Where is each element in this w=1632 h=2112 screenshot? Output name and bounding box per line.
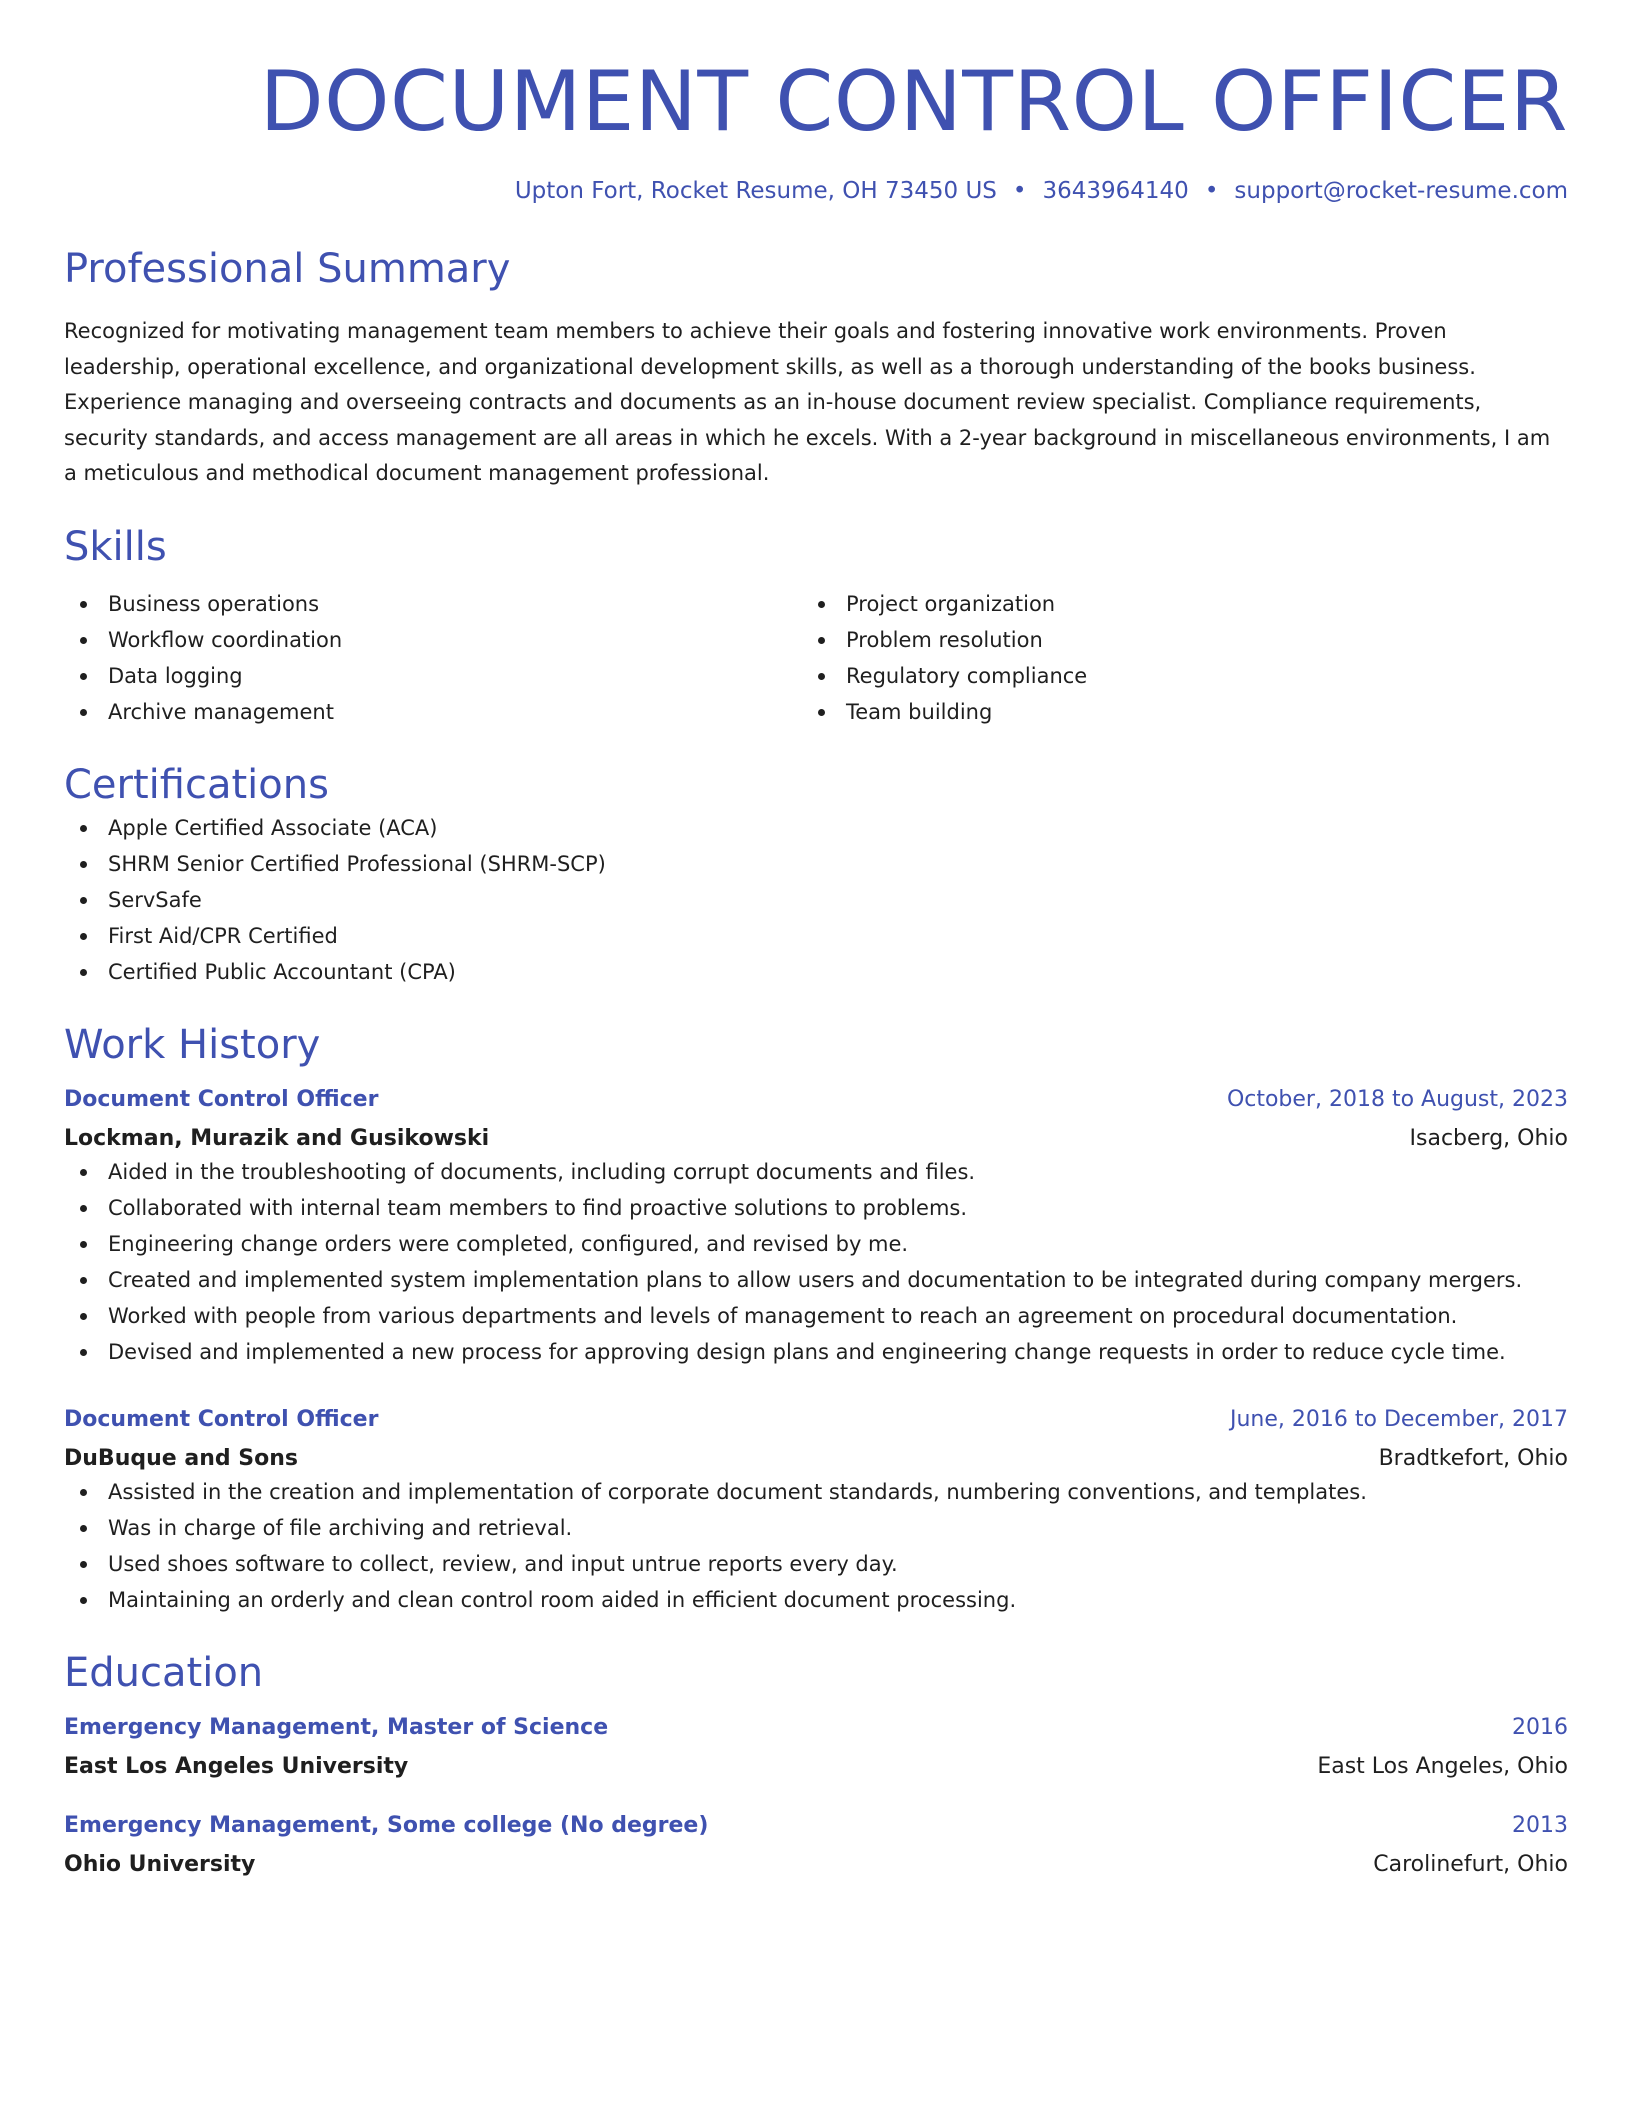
section-title-certifications: Certifications bbox=[64, 761, 329, 808]
skill-item: Team building bbox=[802, 694, 1540, 730]
job-duties-list bbox=[64, 1154, 1568, 1370]
skill-item: Problem resolution bbox=[802, 622, 1540, 658]
contact-separator: • bbox=[1012, 178, 1027, 204]
education-location: East Los Angeles, Ohio bbox=[1317, 1753, 1568, 1779]
skill-item: Business operations bbox=[64, 586, 802, 622]
job-header-row bbox=[64, 1404, 1568, 1436]
education-year: 2016 bbox=[1512, 1714, 1568, 1740]
skill-item: Project organization bbox=[802, 586, 1540, 622]
skill-item: Data logging bbox=[64, 658, 802, 694]
candidate-title: DOCUMENT CONTROL OFFICER bbox=[259, 53, 1568, 150]
job-role: Document Control Officer bbox=[64, 1086, 379, 1112]
job-company-row bbox=[64, 1444, 1568, 1474]
education-entry bbox=[64, 1810, 1568, 1880]
job-duty: Worked with people from various departments and levels of management to reach an agreement on procedural documentation. bbox=[64, 1298, 1568, 1334]
summary-text: Recognized for motivating management team members to achieve their goals and fostering innovative work environments. Proven leadership, operational excellence, and organizational development skills, as well as a thorough understanding of the books business. Experience managing and overseeing contracts and documents as an in-house document review specialist. Compliance requirements, security standards, and access management are all areas in which he excels. With a 2-year background in miscellaneous environments, I am a meticulous and methodical document management professional. bbox=[64, 319, 1551, 486]
education-year: 2013 bbox=[1512, 1812, 1568, 1838]
education-school-row bbox=[64, 1752, 1568, 1782]
education-school: East Los Angeles University bbox=[64, 1753, 409, 1779]
certification-item: Apple Certified Associate (ACA) bbox=[64, 810, 1568, 846]
education-location: Carolinefurt, Ohio bbox=[1373, 1851, 1568, 1877]
resume-header bbox=[64, 52, 1568, 206]
job-duty: Used shoes software to collect, review, and input untrue reports every day. bbox=[64, 1546, 1568, 1582]
job-company: DuBuque and Sons bbox=[64, 1445, 298, 1471]
job-entry bbox=[64, 1404, 1568, 1618]
section-title-summary: Professional Summary bbox=[64, 246, 511, 292]
certification-item: First Aid/CPR Certified bbox=[64, 918, 1568, 954]
skill-item: Workflow coordination bbox=[64, 622, 802, 658]
section-title-work-history: Work History bbox=[64, 1021, 321, 1068]
skills-list-right bbox=[802, 586, 1540, 730]
job-duty: Collaborated with internal team members to find proactive solutions to problems. bbox=[64, 1190, 1568, 1226]
job-dates: June, 2016 to December, 2017 bbox=[1229, 1406, 1568, 1432]
job-duty: Assisted in the creation and implementation of corporate document standards, numbering conventions, and templates. bbox=[64, 1474, 1568, 1510]
job-header-row bbox=[64, 1084, 1568, 1116]
contact-address: Upton Fort, Rocket Resume, OH 73450 US bbox=[514, 178, 997, 204]
certification-item: SHRM Senior Certified Professional (SHRM-SCP) bbox=[64, 846, 1568, 882]
education-header-row bbox=[64, 1810, 1568, 1842]
education-degree: Emergency Management, Master of Science bbox=[64, 1714, 609, 1740]
education-school: Ohio University bbox=[64, 1851, 256, 1877]
skill-item: Regulatory compliance bbox=[802, 658, 1540, 694]
skill-item: Archive management bbox=[64, 694, 802, 730]
education-school-row bbox=[64, 1850, 1568, 1880]
certifications-list bbox=[64, 810, 1568, 990]
job-duty: Maintaining an orderly and clean control room aided in efficient document processing. bbox=[64, 1582, 1568, 1618]
certification-item: Certified Public Accountant (CPA) bbox=[64, 954, 1568, 990]
education-entry bbox=[64, 1712, 1568, 1782]
job-duty: Aided in the troubleshooting of documents, including corrupt documents and files. bbox=[64, 1154, 1568, 1190]
job-duty: Engineering change orders were completed, configured, and revised by me. bbox=[64, 1226, 1568, 1262]
job-duty: Was in charge of file archiving and retrieval. bbox=[64, 1510, 1568, 1546]
education-header-row bbox=[64, 1712, 1568, 1744]
section-title-education: Education bbox=[64, 1649, 264, 1696]
contact-email: support@rocket-resume.com bbox=[1234, 178, 1568, 204]
job-company: Lockman, Murazik and Gusikowski bbox=[64, 1125, 490, 1151]
job-entry bbox=[64, 1084, 1568, 1370]
job-company-row bbox=[64, 1124, 1568, 1154]
section-title-skills: Skills bbox=[64, 523, 167, 570]
contact-line bbox=[64, 176, 1568, 206]
contact-phone: 3643964140 bbox=[1042, 178, 1189, 204]
certification-item: ServSafe bbox=[64, 882, 1568, 918]
job-duties-list bbox=[64, 1474, 1568, 1618]
education-degree: Emergency Management, Some college (No degree) bbox=[64, 1812, 709, 1838]
job-dates: October, 2018 to August, 2023 bbox=[1226, 1086, 1568, 1112]
job-location: Bradtkefort, Ohio bbox=[1378, 1445, 1568, 1471]
job-location: Isacberg, Ohio bbox=[1409, 1125, 1568, 1151]
contact-separator: • bbox=[1204, 178, 1219, 204]
job-duty: Created and implemented system implementation plans to allow users and documentation to be integrated during company mergers. bbox=[64, 1262, 1568, 1298]
job-role: Document Control Officer bbox=[64, 1406, 379, 1432]
job-duty: Devised and implemented a new process for approving design plans and engineering change requests in order to reduce cycle time. bbox=[64, 1334, 1568, 1370]
skills-list-left bbox=[64, 586, 802, 730]
skills-grid bbox=[64, 586, 1568, 730]
